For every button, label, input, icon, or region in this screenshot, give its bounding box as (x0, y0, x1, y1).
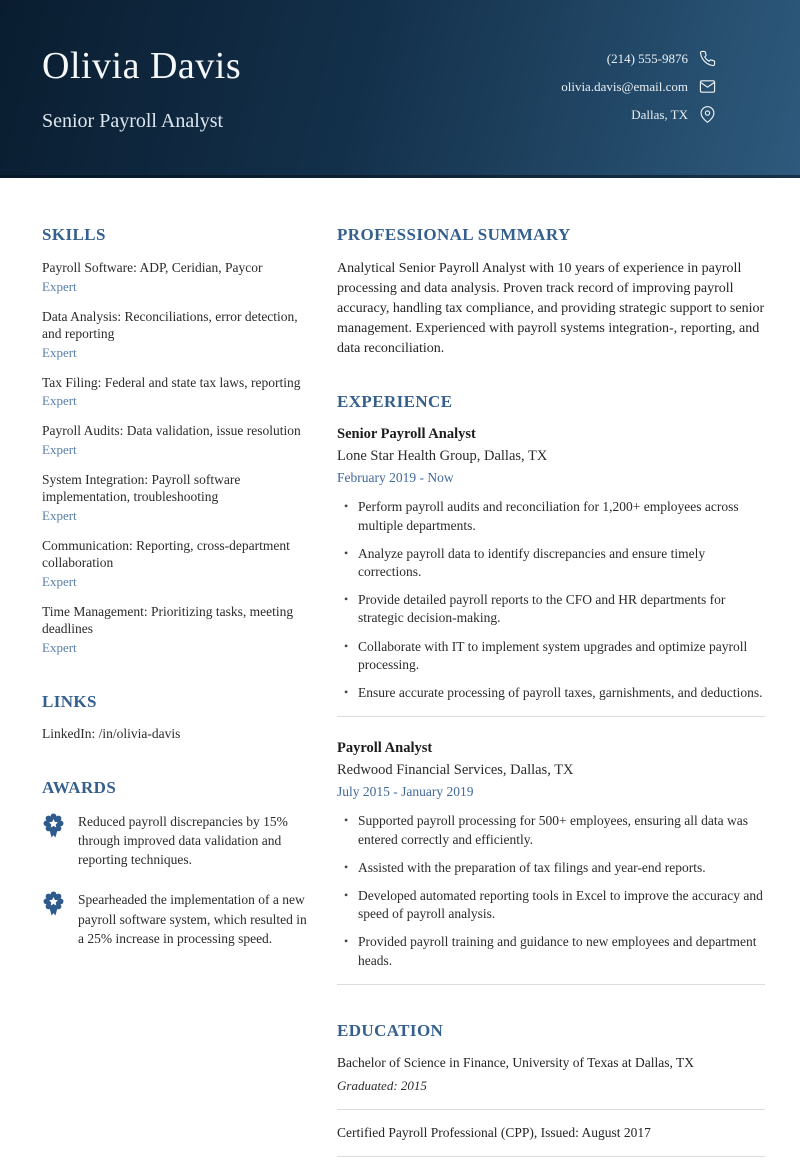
awards-section (42, 778, 310, 948)
education-degree: Certified Payroll Professional (CPP), Issued: August 2017 (337, 1124, 651, 1140)
contact-phone (561, 50, 716, 67)
education-note: Graduated: 2015 (337, 1077, 427, 1093)
award-medal-icon (42, 812, 65, 869)
award-text: Spearheaded the implementation of a new payroll software system, which resulted in a 25% increase in processing speed. (78, 892, 307, 946)
job-bullet: • Developed automated reporting tools in Excel to improve the accuracy and speed of payroll analysis. (337, 887, 765, 923)
job-bullet: • Assisted with the preparation of tax filings and year-end reports. (337, 859, 765, 877)
award-medal-icon (42, 890, 65, 947)
links-section (42, 692, 310, 742)
skill-item (42, 422, 310, 458)
skill-text: Payroll Software: ADP, Ceridian, Paycor (42, 260, 263, 275)
mail-icon (699, 78, 716, 95)
summary-section (337, 225, 765, 358)
contact-location-text: Dallas, TX (631, 106, 688, 122)
education-degree: Bachelor of Science in Finance, University of Texas at Dallas, TX (337, 1054, 694, 1070)
job-entry (337, 426, 765, 702)
award-item (42, 890, 310, 947)
award-text: Reduced payroll discrepancies by 15% through improved data validation and reporting techniques. (78, 814, 288, 868)
experience-section (337, 392, 765, 985)
skill-item (42, 308, 310, 361)
skill-text: Time Management: Prioritizing tasks, meeting deadlines (42, 603, 294, 637)
skill-text: Payroll Audits: Data validation, issue resolution (42, 423, 301, 439)
skill-level: Expert (42, 344, 77, 360)
skill-text: Data Analysis: Reconciliations, error detection, and reporting (42, 308, 298, 342)
skill-item (42, 374, 310, 410)
education-divider (337, 1109, 765, 1110)
skill-level: Expert (42, 441, 77, 457)
skill-text: Communication: Reporting, cross-department collaboration (42, 537, 290, 571)
skills-section (42, 225, 310, 656)
education-heading: EDUCATION (337, 1020, 444, 1040)
job-bullet: • Perform payroll audits and reconciliation for 1,200+ employees across multiple departments. (337, 498, 765, 534)
right-column (337, 225, 765, 1172)
contact-email-text: olivia.davis@email.com (561, 78, 688, 94)
job-entry (337, 740, 765, 970)
skill-item (42, 537, 310, 590)
contact-email (561, 78, 716, 95)
job-bullet: • Provide detailed payroll reports to the CFO and HR departments for strategic decision-making. (337, 591, 765, 627)
job-dates: February 2019 - Now (337, 470, 454, 486)
skill-level: Expert (42, 640, 77, 656)
person-job-title: Senior Payroll Analyst (42, 110, 224, 132)
awards-heading: AWARDS (42, 778, 117, 798)
skill-level: Expert (42, 393, 77, 409)
job-divider (337, 716, 765, 717)
job-company: Lone Star Health Group, Dallas, TX (337, 448, 548, 465)
skill-item (42, 603, 310, 656)
skill-level: Expert (42, 507, 77, 523)
contact-block (561, 50, 716, 134)
location-pin-icon (699, 106, 716, 123)
links-heading: LINKS (42, 692, 97, 712)
job-bullet-list (337, 812, 765, 970)
job-company: Redwood Financial Services, Dallas, TX (337, 762, 574, 779)
job-bullet: • Analyze payroll data to identify discrepancies and ensure timely corrections. (337, 545, 765, 581)
person-name: Olivia Davis (42, 45, 242, 87)
resume-body (0, 178, 800, 1172)
job-divider (337, 984, 765, 985)
skill-level: Expert (42, 278, 77, 294)
award-item (42, 812, 310, 869)
education-divider (337, 1156, 765, 1157)
education-entry (337, 1125, 765, 1141)
job-bullet: • Collaborate with IT to implement system upgrades and optimize payroll processing. (337, 638, 765, 674)
job-bullet: • Ensure accurate processing of payroll taxes, garnishments, and deductions. (337, 684, 765, 702)
experience-heading: EXPERIENCE (337, 392, 453, 412)
job-bullet-list (337, 498, 765, 702)
skill-item (42, 471, 310, 524)
contact-location (561, 106, 716, 123)
contact-phone-text: (214) 555-9876 (606, 50, 688, 66)
job-bullet: • Provided payroll training and guidance to new employees and department heads. (337, 933, 765, 969)
job-title: Payroll Analyst (337, 740, 433, 757)
skill-item (42, 259, 310, 295)
skill-text: System Integration: Payroll software implementation, troubleshooting (42, 471, 241, 505)
left-column (42, 225, 310, 1172)
education-entry (337, 1055, 765, 1094)
skill-text: Tax Filing: Federal and state tax laws, reporting (42, 374, 301, 390)
phone-icon (699, 50, 716, 67)
linkedin-link: LinkedIn: /in/olivia-davis (42, 726, 181, 742)
job-title: Senior Payroll Analyst (337, 426, 476, 443)
resume-header (0, 0, 800, 178)
skill-level: Expert (42, 573, 77, 589)
job-dates: July 2015 - January 2019 (337, 784, 474, 800)
summary-text: Analytical Senior Payroll Analyst with 10 years of experience in payroll processing and data analysis. Proven track record of improving payroll accuracy, handling tax compliance, and providing strategic support to senior management. Experienced with payroll systems integration-, reporting, and data reconciliation. (337, 261, 765, 356)
skills-heading: SKILLS (42, 225, 106, 244)
education-section (337, 1021, 765, 1157)
summary-heading: PROFESSIONAL SUMMARY (337, 225, 571, 244)
job-bullet: • Supported payroll processing for 500+ employees, ensuring all data was entered correctly and efficiently. (337, 812, 765, 848)
